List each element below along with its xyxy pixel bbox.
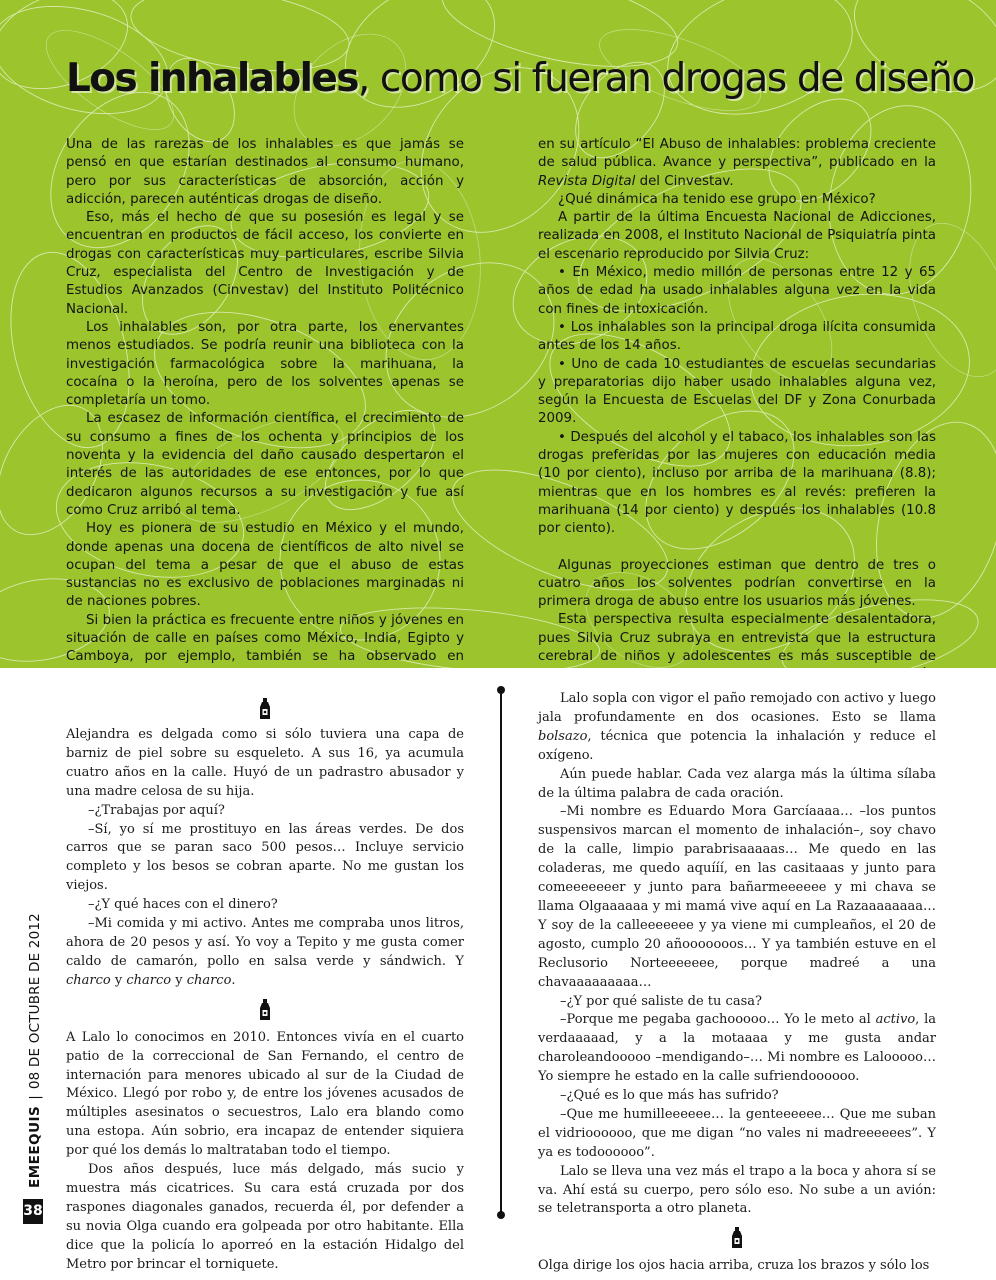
- dialogue-line: –¿Qué es lo que más has sufrido?: [560, 1088, 779, 1104]
- green-column-left: [66, 136, 464, 668]
- bullet-item: • En México, medio millón de personas entre 12 y 65 años de edad ha usado inhalables alguna vez en la vida con fines de intoxicación.: [538, 265, 936, 317]
- paragraph: Una de las rarezas de los inhalables es que jamás se pensó en que estarían destinados al consumo humano, pero por sus características de absorción, acción y adicción, parecen auténticas drogas de diseño.: [66, 137, 464, 207]
- paragraph: [538, 690, 936, 766]
- text-run: .: [231, 972, 236, 988]
- paragraph: Dos años después, luce más delgado, más sucio y muestra más cicatrices. Su cara está cruzada por dos raspones diagonales ganados, recuerda él, por defender a su novia Olga cuando era golpeada por otro habitante. Ella dice que la policía lo aporreó en la estación Hidalgo del Metro por brincar el torniquete.: [66, 1162, 464, 1272]
- dialogue-line: [538, 1011, 936, 1087]
- bottle-dingbat-icon: [258, 999, 272, 1021]
- paragraph: Aún puede hablar. Cada vez alarga más la última sílaba de la última palabra de cada oración.: [538, 766, 936, 801]
- text-run: , técnica que potencia la inhalación y reduce el oxígeno.: [538, 728, 936, 763]
- bullet-item: • Los inhalables son la principal droga ilícita consumida antes de los 14 años.: [538, 319, 936, 354]
- text-run: Lalo sopla con vigor el paño remojado con activo y luego jala profundamente en dos ocasiones. Esto se llama: [538, 691, 936, 725]
- bullet-item: • Uno de cada 10 estudiantes de escuelas secundarias y preparatorias dijo haber usado inhalables alguna vez, según la Encuesta de Escuelas del DF y Zona Conurbada 2009.: [538, 356, 936, 427]
- italic-run: charco: [186, 972, 232, 988]
- italic-run: charco: [66, 972, 111, 988]
- dialogue-line: –Mi nombre es Eduardo Mora Garcíaaaa… –los puntos suspensivos marcan el momento de inhalación–, soy chavo de la calle, limpio parabrisaaaaas… Me quedo en las coladeras, me quedo aquííí, en las casitaaas y junto para comeeeeeeer y junto para bañarmeeeeee y mi chava se llama Olgaaaaaa y mi mamá vive aquí en La Razaaaaaaaa… Y soy de la calleeeeeee y ya viene mi cumpleaños, el 20 de agosto, cumplo 20 añooooooos… Y ya también estuve en el Reclusorio Norteeeeeee, porque madreé a una chavaaaaaaaaa…: [538, 804, 936, 990]
- italic-run: activo: [875, 1012, 916, 1028]
- paragraph: Los inhalables son, por otra parte, los enervantes menos estudiados. Se podría reunir una biblioteca con la investigación farmacológica sobre la marihuana, la cocaína o la heroína, pero de los solventes apenas se completaría un tomo.: [66, 319, 464, 409]
- paragraph: Esta perspectiva resulta especialmente desalentadora, pues Silvia Cruz subraya en entrevista que la estructura cerebral de niños y adolescentes es más susceptible de: [538, 612, 936, 665]
- folio-separator: |: [27, 1095, 43, 1100]
- text-run: en su artículo “El Abuso de inhalables: problema creciente de salud pública. Avance y perspectiva”, publicado en la: [538, 137, 936, 171]
- page-number: 38: [23, 1199, 43, 1224]
- paragraph: Hoy es pionera de su estudio en México y el mundo, donde apenas una docena de científicos de alto nivel se ocupan del tema a pesar de que el abuso de estas sustancias no es exclusivo de poblaciones marginadas ni de naciones pobres.: [66, 521, 464, 610]
- folio-text: [25, 913, 45, 1188]
- dialogue-line: –¿Trabajas por aquí?: [88, 802, 225, 818]
- paragraph: A partir de la última Encuesta Nacional de Adicciones, realizada en 2008, el Instituto Nacional de Psiquiatría pinta el escenario reproducido por Silvia Cruz:: [538, 210, 936, 262]
- italic-run: bolsazo: [538, 728, 588, 744]
- paragraph: A Lalo lo conocimos en 2010. Entonces vivía en el cuarto patio de la correccional de San Fernando, el centro de internación para menores ubicado al sur de la Ciudad de México. Llegó por robo y, de entre los jóvenes acusados de múltiples asesinatos o secuestros, Lalo era blando como una estopa. Aún sobrio, era incapaz de entender siquiera por qué los demás lo maltrataban todo el tiempo.: [66, 1029, 464, 1159]
- text-run: –Mi comida y mi activo. Antes me compraba unos litros, ahora de 20 pesos y así. Yo voy a Tepito y me gusta comer caldo de camarón, pollo en salsa verde y sándwich. Y: [66, 916, 464, 969]
- text-run: , la verdaaaaad, y a la motaaaa y me gusta andar charoleandooooo –mendigando–… Mi nombre es Lalooooo… Yo siempre he estado en la calle sufriendoooooo.: [538, 1012, 936, 1085]
- bottle-dingbat-icon: [258, 698, 272, 720]
- dialogue-line: [66, 915, 464, 991]
- paragraph: Algunas proyecciones estiman que dentro de tres o cuatro años los solventes podrían convertirse en la primera droga de abuso entre los usuarios más jóvenes.: [538, 557, 936, 610]
- text-run: y: [171, 972, 187, 988]
- article-title: [66, 56, 974, 101]
- magazine-brand: EMEEQUIS: [27, 1105, 43, 1188]
- issue-date: 08 DE OCTUBRE DE 2012: [27, 913, 43, 1090]
- text-run: –Porque me pegaba gachooooo… Yo le meto al: [560, 1012, 876, 1028]
- bottle-dingbat-icon: [730, 1227, 744, 1249]
- divider-dot: [497, 686, 505, 694]
- title-bold: Los inhalables: [66, 56, 358, 101]
- dialogue-line: –Sí, yo sí me prostituyo en las áreas verdes. De dos carros que se paran saco 500 pesos… Incluye servicio completo y los besos se cobran aparte. No me gustan los viejos.: [66, 821, 464, 894]
- title-rest: , como si fueran drogas de diseño: [357, 56, 974, 101]
- text-run: y: [110, 972, 127, 988]
- white-column-left: [66, 726, 464, 1274]
- divider-dot: [497, 1211, 505, 1219]
- paragraph: La escasez de información científica, el crecimiento de su consumo a fines de los ochenta y principios de los noventa y la evidencia del daño causado despertaron el interés de las autoridades de ese entonces, por lo que dedicaron algunos recursos a su investigación y fue así como Cruz arribó al tema.: [66, 411, 464, 518]
- text-run: del Cinvestav.: [635, 173, 734, 189]
- dialogue-line: –¿Y qué haces con el dinero?: [88, 897, 278, 913]
- paragraph: Si bien la práctica es frecuente entre niños y jóvenes en situación de calle en países como México, India, Egipto y Camboya, por ejemplo, también se ha observado en: [66, 612, 464, 665]
- paragraph: Lalo se lleva una vez más el trapo a la boca y ahora sí se va. Ahí está su cuerpo, pero sólo eso. No sube a un avión: se teletransporta a otro planeta.: [538, 1163, 936, 1217]
- paragraph: ¿Qué dinámica ha tenido ese grupo en México?: [558, 191, 876, 207]
- italic-run: charco: [126, 972, 172, 988]
- bullet-item: • Después del alcohol y el tabaco, los inhalables son las drogas preferidas por las mujeres con educación media (10 por ciento), incluso por arriba de la marihuana (8.8); mientras que en los hombres es al revés: prefieren la marihuana (14 por ciento) y después los inhalables (10.8 por ciento).: [538, 429, 936, 537]
- dialogue-line: –Que me humilleeeeee… la genteeeeee… Que me suban el vidrioooooo, que me digan “no vales ni madreeeeees”. Y ya es todoooooo”.: [538, 1106, 936, 1160]
- column-divider: [500, 690, 502, 1214]
- paragraph: Alejandra es delgada como si sólo tuviera una capa de barniz de piel sobre su esqueleto. A sus 16, ya acumula cuatro años en la calle. Huyó de un padrastro abusador y una madre celosa de su hija.: [66, 727, 464, 799]
- paragraph: Eso, más el hecho de que su posesión es legal y se encuentran en productos de fácil acceso, los convierte en drogas con características muy particulares, escribe Silvia Cruz, especialista del Centro de Investigación y de Estudios Avanzados (Cinvestav) del Instituto Politécnico Nacional.: [66, 210, 464, 317]
- italic-run: Revista Digital: [538, 173, 636, 189]
- green-column-right: [538, 136, 936, 668]
- folio-sidebar: [25, 913, 45, 1188]
- dialogue-line: –¿Y por qué saliste de tu casa?: [560, 993, 762, 1009]
- paragraph: Olga dirige los ojos hacia arriba, cruza los brazos y sólo los: [538, 1258, 930, 1274]
- white-column-right: [538, 690, 936, 1276]
- section-break: [66, 991, 464, 1029]
- section-break: [538, 1219, 936, 1257]
- paragraph: [538, 136, 936, 191]
